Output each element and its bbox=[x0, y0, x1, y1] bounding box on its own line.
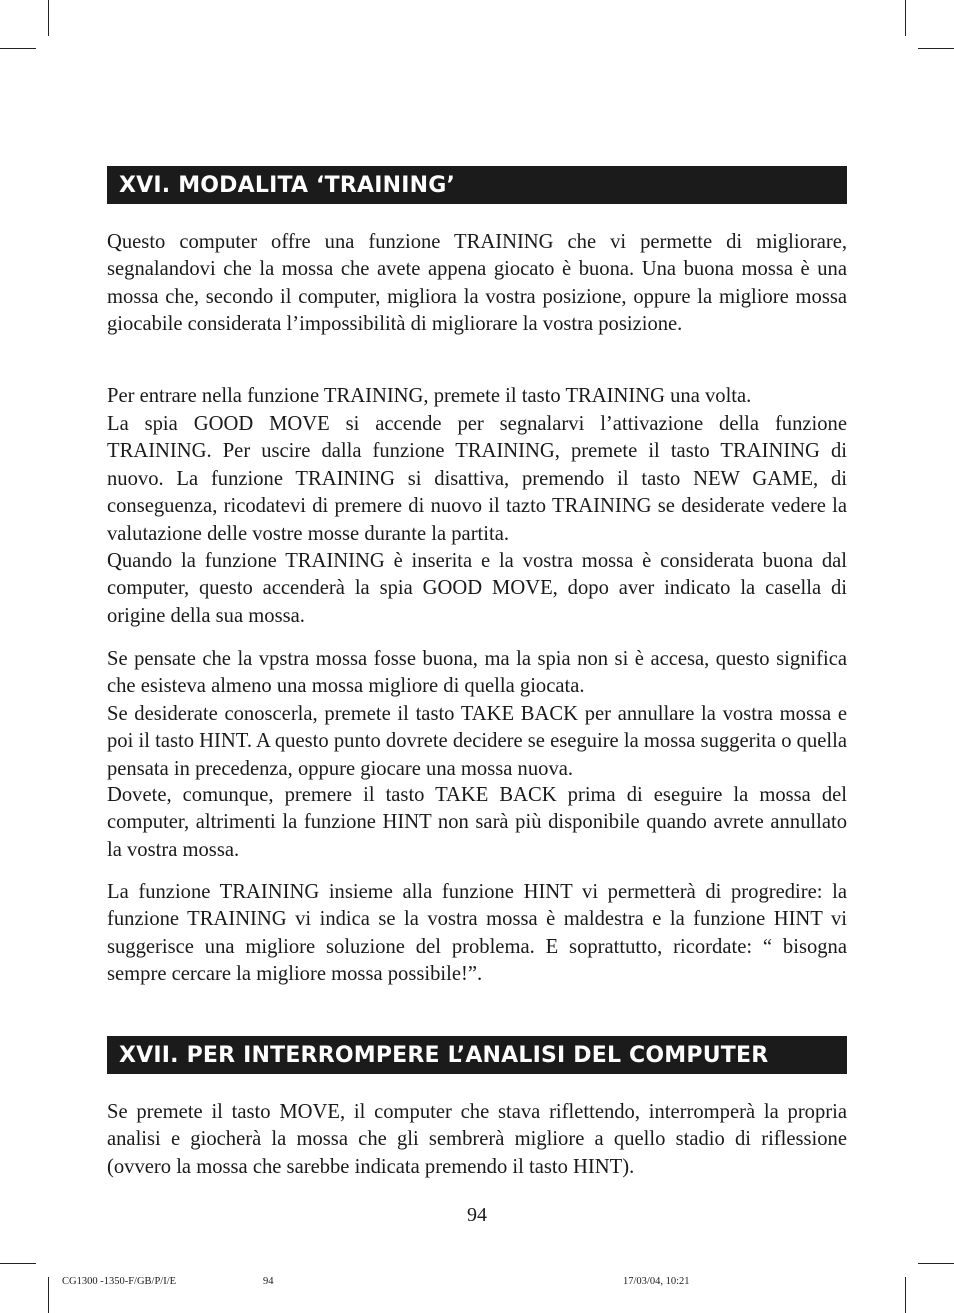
paragraph-move-key: Se premete il tasto MOVE, il computer che stava riflettendo, interromperà la propria analisi e giocherà la mossa che gli sembrerà migliore a quello stadio di riflessione (ovvero la mossa che sarebbe indicata premendo il tasto HINT). bbox=[107, 1101, 847, 1178]
paragraph-training-hint-summary: La funzione TRAINING insieme alla funzione HINT vi permetterà di progredire: la funzione TRAINING vi indica se la vostra mossa è maldestra e la funzione HINT vi suggerisce una migliore soluzione del problema. E soprattutto, ricordate: “ bisogna sempre cercare la migliore mossa possibile!”. bbox=[107, 881, 847, 986]
crop-mark-top-right-horizontal bbox=[918, 48, 954, 49]
crop-mark-bottom-right-vertical bbox=[905, 1277, 906, 1313]
slug-page-number: 94 bbox=[263, 1276, 274, 1287]
crop-mark-top-right-vertical bbox=[905, 0, 906, 36]
paragraph-training-good-move-indicated: Quando la funzione TRAINING è inserita e la vostra mossa è considerata buona dal computer, questo accenderà la spia GOOD MOVE, dopo aver indicato la casella di origine della sua mossa. bbox=[107, 550, 847, 627]
paragraph-training-good-move-light: La spia GOOD MOVE si accende per segnalarvi l’attivazione della funzione TRAINING. Per uscire dalla funzione TRAINING, premete il tasto TRAINING di nuovo. La funzione TRAINING si disattiva, premendo il tasto NEW GAME, di conseguenza, ricodatevi di premere di nuovo il tazto TRAINING se desiderate vedere la valutazione delle vostre mosse durante la partita. bbox=[107, 413, 847, 545]
crop-mark-top-left-vertical bbox=[48, 0, 49, 36]
paragraph-better-move-exists: Se pensate che la vpstra mossa fosse buona, ma la spia non si è accesa, questo significa che esisteva almeno una mossa migliore di quella giocata. bbox=[107, 648, 847, 698]
section-heading-interrupt-analysis: XVII. PER INTERROMPERE L’ANALISI DEL COMPUTER bbox=[107, 1036, 847, 1074]
crop-mark-bottom-left-horizontal bbox=[0, 1263, 36, 1264]
paragraph-take-back-hint: Se desiderate conoscerla, premete il tasto TAKE BACK per annullare la vostra mossa e poi il tasto HINT. A questo punto dovrete decidere se eseguire la mossa suggerita o quella pensata in precedenza, oppure giocare una mossa nuova. bbox=[107, 703, 847, 780]
paragraph-take-back-before: Dovete, comunque, premere il tasto TAKE BACK prima di eseguire la mossa del computer, altrimenti la funzione HINT non sarà più disponibile quando avrete annullato la vostra mossa. bbox=[107, 784, 847, 861]
paragraph-training-intro: Questo computer offre una funzione TRAINING che vi permette di migliorare, segnalandovi che la mossa che avete appena giocato è buona. Una buona mossa è una mossa che, secondo il computer, migliora la vostra posizione, oppure la migliore mossa giocabile considerata l’impossibilità di migliorare la vostra posizione. bbox=[107, 231, 847, 336]
slug-file-code: CG1300 -1350-F/GB/P/I/E bbox=[62, 1276, 177, 1287]
slug-datetime: 17/03/04, 10:21 bbox=[623, 1276, 690, 1287]
crop-mark-bottom-right-horizontal bbox=[918, 1263, 954, 1264]
crop-mark-bottom-left-vertical bbox=[48, 1277, 49, 1313]
crop-mark-top-left-horizontal bbox=[0, 48, 36, 49]
page-number: 94 bbox=[467, 1204, 487, 1226]
section-heading-training: XVI. MODALITA ‘TRAINING’ bbox=[107, 166, 847, 204]
paragraph-training-enter: Per entrare nella funzione TRAINING, premete il tasto TRAINING una volta. bbox=[107, 385, 752, 407]
